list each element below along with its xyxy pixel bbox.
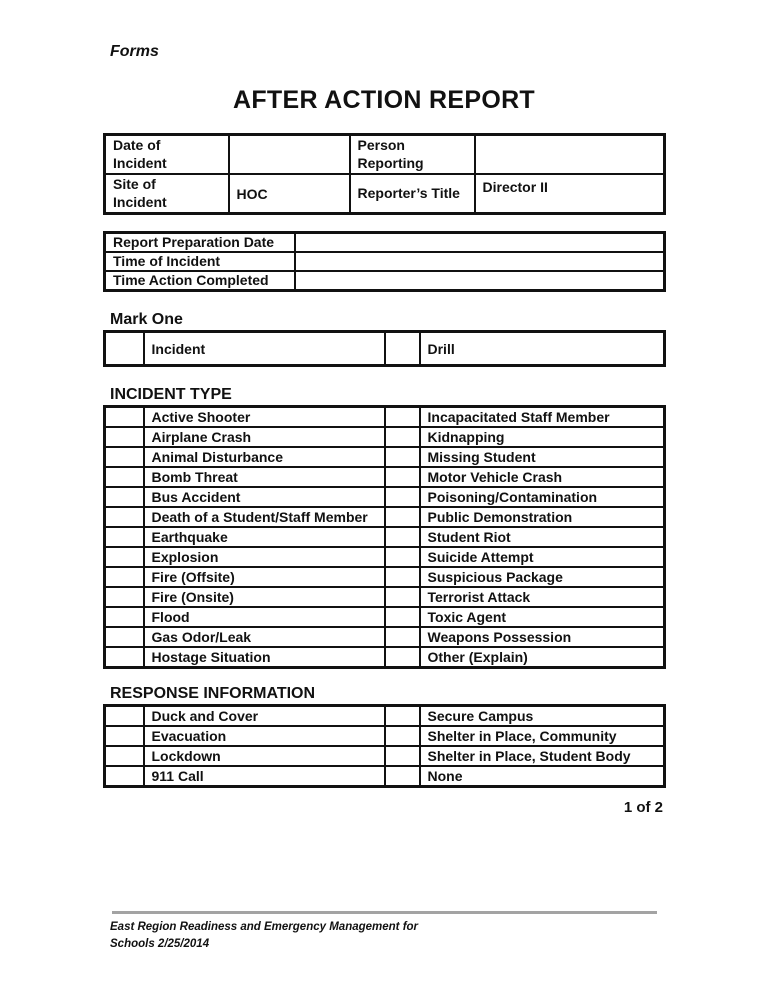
site-of-incident-label: Site of Incident <box>105 174 229 214</box>
checkbox-cell[interactable] <box>385 607 420 627</box>
reporters-title-value[interactable]: Director II <box>475 174 665 214</box>
incident-checkbox[interactable] <box>105 332 144 366</box>
table-row <box>105 487 665 507</box>
response-information-heading: RESPONSE INFORMATION <box>110 685 316 702</box>
footer-line-1: East Region Readiness and Emergency Management for <box>110 921 419 933</box>
checkbox-cell[interactable] <box>105 726 144 746</box>
option-label: Fire (Offsite) <box>144 567 385 587</box>
table-row <box>105 647 665 668</box>
checkbox-cell[interactable] <box>105 467 144 487</box>
option-label: Death of a Student/Staff Member <box>144 507 385 527</box>
option-label: Public Demonstration <box>420 507 665 527</box>
checkbox-cell[interactable] <box>105 567 144 587</box>
option-label: Flood <box>144 607 385 627</box>
checkbox-cell[interactable] <box>105 427 144 447</box>
checkbox-cell[interactable] <box>385 766 420 787</box>
checkbox-cell[interactable] <box>105 746 144 766</box>
report-preparation-table <box>103 231 666 292</box>
forms-eyebrow: Forms <box>110 43 159 60</box>
table-row <box>105 332 665 366</box>
site-of-incident-value[interactable]: HOC <box>229 174 350 214</box>
footer-line-2: Schools 2/25/2014 <box>110 938 210 950</box>
option-label: Student Riot <box>420 527 665 547</box>
time-action-completed-label: Time Action Completed <box>105 271 295 291</box>
table-row <box>105 587 665 607</box>
option-label: Lockdown <box>144 746 385 766</box>
checkbox-cell[interactable] <box>105 447 144 467</box>
date-of-incident-label: Date of Incident <box>105 135 229 175</box>
response-information-table <box>103 704 666 788</box>
option-label: Toxic Agent <box>420 607 665 627</box>
checkbox-cell[interactable] <box>105 587 144 607</box>
checkbox-cell[interactable] <box>105 647 144 668</box>
option-label: Earthquake <box>144 527 385 547</box>
table-row <box>105 135 665 175</box>
option-label: Airplane Crash <box>144 427 385 447</box>
checkbox-cell[interactable] <box>105 527 144 547</box>
incident-type-table <box>103 405 666 669</box>
checkbox-cell[interactable] <box>385 706 420 727</box>
reporters-title-label: Reporter’s Title <box>350 174 475 214</box>
option-label: Shelter in Place, Community <box>420 726 665 746</box>
drill-checkbox[interactable] <box>385 332 420 366</box>
table-row <box>105 447 665 467</box>
date-of-incident-value[interactable] <box>229 135 350 175</box>
option-label: None <box>420 766 665 787</box>
table-row <box>105 726 665 746</box>
table-row <box>105 507 665 527</box>
time-of-incident-value[interactable] <box>295 252 665 271</box>
option-label: Kidnapping <box>420 427 665 447</box>
incident-info-table <box>103 133 666 215</box>
checkbox-cell[interactable] <box>385 746 420 766</box>
option-label: Active Shooter <box>144 407 385 428</box>
page-title: AFTER ACTION REPORT <box>233 86 535 114</box>
option-label: Fire (Onsite) <box>144 587 385 607</box>
checkbox-cell[interactable] <box>105 706 144 727</box>
option-label: Terrorist Attack <box>420 587 665 607</box>
option-label: Shelter in Place, Student Body <box>420 746 665 766</box>
table-row <box>105 706 665 727</box>
checkbox-cell[interactable] <box>105 547 144 567</box>
checkbox-cell[interactable] <box>385 467 420 487</box>
table-row <box>105 233 665 253</box>
checkbox-cell[interactable] <box>385 407 420 428</box>
footer-text <box>110 919 418 953</box>
checkbox-cell[interactable] <box>105 766 144 787</box>
mark-one-table <box>103 330 666 367</box>
checkbox-cell[interactable] <box>385 547 420 567</box>
checkbox-cell[interactable] <box>385 647 420 668</box>
option-label: 911 Call <box>144 766 385 787</box>
checkbox-cell[interactable] <box>385 427 420 447</box>
checkbox-cell[interactable] <box>105 607 144 627</box>
table-row <box>105 407 665 428</box>
checkbox-cell[interactable] <box>385 726 420 746</box>
incident-option-label: Incident <box>144 332 385 366</box>
checkbox-cell[interactable] <box>385 587 420 607</box>
footer-divider <box>112 911 657 914</box>
option-label: Bomb Threat <box>144 467 385 487</box>
option-label: Evacuation <box>144 726 385 746</box>
table-row <box>105 527 665 547</box>
table-row <box>105 427 665 447</box>
table-row <box>105 252 665 271</box>
checkbox-cell[interactable] <box>385 487 420 507</box>
table-row <box>105 567 665 587</box>
option-label: Weapons Possession <box>420 627 665 647</box>
option-label: Missing Student <box>420 447 665 467</box>
table-row <box>105 174 665 214</box>
option-label: Other (Explain) <box>420 647 665 668</box>
checkbox-cell[interactable] <box>105 627 144 647</box>
checkbox-cell[interactable] <box>385 627 420 647</box>
time-action-completed-value[interactable] <box>295 271 665 291</box>
checkbox-cell[interactable] <box>385 527 420 547</box>
table-row <box>105 746 665 766</box>
checkbox-cell[interactable] <box>385 447 420 467</box>
person-reporting-value[interactable] <box>475 135 665 175</box>
person-reporting-label: Person Reporting <box>350 135 475 175</box>
report-preparation-date-value[interactable] <box>295 233 665 253</box>
option-label: Incapacitated Staff Member <box>420 407 665 428</box>
option-label: Secure Campus <box>420 706 665 727</box>
checkbox-cell[interactable] <box>105 407 144 428</box>
checkbox-cell[interactable] <box>105 507 144 527</box>
table-row <box>105 627 665 647</box>
mark-one-heading: Mark One <box>110 311 183 328</box>
checkbox-cell[interactable] <box>385 507 420 527</box>
table-row <box>105 467 665 487</box>
table-row <box>105 607 665 627</box>
table-row <box>105 766 665 787</box>
option-label: Motor Vehicle Crash <box>420 467 665 487</box>
option-label: Duck and Cover <box>144 706 385 727</box>
option-label: Poisoning/Contamination <box>420 487 665 507</box>
option-label: Suicide Attempt <box>420 547 665 567</box>
checkbox-cell[interactable] <box>385 567 420 587</box>
time-of-incident-label: Time of Incident <box>105 252 295 271</box>
checkbox-cell[interactable] <box>105 487 144 507</box>
table-row <box>105 547 665 567</box>
option-label: Suspicious Package <box>420 567 665 587</box>
table-row <box>105 271 665 291</box>
incident-type-heading: INCIDENT TYPE <box>110 386 232 403</box>
drill-option-label: Drill <box>420 332 665 366</box>
page-number: 1 of 2 <box>623 799 663 816</box>
option-label: Gas Odor/Leak <box>144 627 385 647</box>
option-label: Hostage Situation <box>144 647 385 668</box>
option-label: Explosion <box>144 547 385 567</box>
option-label: Bus Accident <box>144 487 385 507</box>
option-label: Animal Disturbance <box>144 447 385 467</box>
report-preparation-date-label: Report Preparation Date <box>105 233 295 253</box>
